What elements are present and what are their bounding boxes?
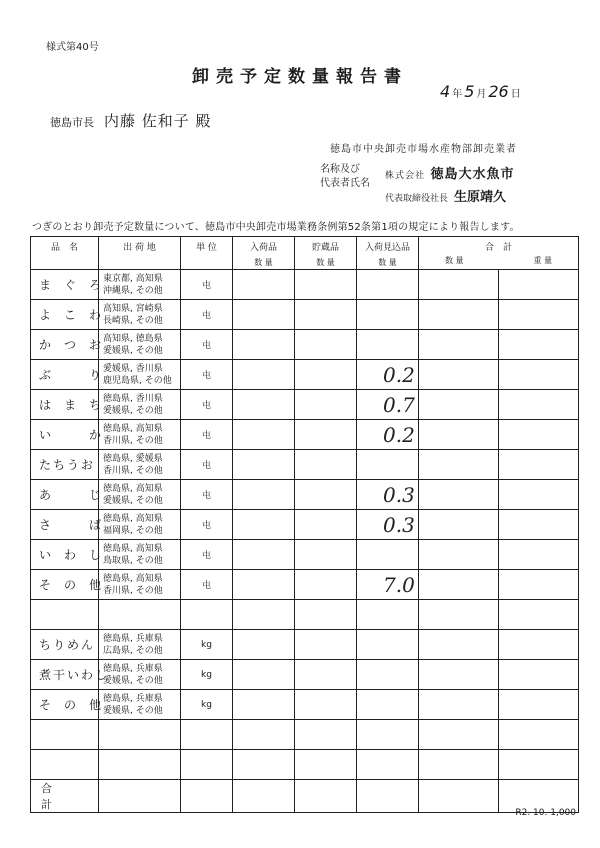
total-count-cell [419,420,499,450]
table-row [31,510,579,540]
rep-title: 代表取締役社長 [385,194,449,204]
sender-organization: 徳島市中央卸売市場水産物部卸売業者 [330,144,517,155]
item-name-cell [31,720,99,750]
item-name-cell: 煮干いわし [31,660,99,690]
item-name-cell: いわし [31,540,99,570]
expected-cell: 0.3 [357,480,419,510]
stored-cell [295,360,357,390]
company-name: 徳島大水魚市 [430,167,515,182]
unit-cell: 屯 [181,480,233,510]
incoming-cell [233,570,295,600]
stored-cell [295,540,357,570]
sender-representative [385,186,506,205]
origin-cell: 徳島県, 兵庫県 広島県, その他 [99,630,181,660]
table-row [31,270,579,300]
stored-cell [295,330,357,360]
item-name-cell: よこわ [31,300,99,330]
table-row [31,600,579,630]
stored-cell [295,750,357,780]
intro-text: つぎのとおり卸売予定数量について、徳島市中央卸売市場業務条例第52条第1項の規定により報告します。 [32,222,520,233]
unit-cell: kg [181,690,233,720]
date-day-unit: 日 [510,89,521,100]
sender-label-line1: 名称及び [320,164,360,175]
stored-cell [295,570,357,600]
unit-cell: 屯 [181,300,233,330]
table-row [31,750,579,780]
table-row [31,630,579,660]
unit-cell: 屯 [181,450,233,480]
incoming-cell [233,480,295,510]
origin-cell: 高知県, 徳島県 愛媛県, その他 [99,330,181,360]
recipient-title: 徳島市長 [50,116,94,129]
item-name-cell: はまち [31,390,99,420]
table-row [31,540,579,570]
total-count-cell [419,330,499,360]
date-year: 4 [440,82,451,101]
unit-cell: 屯 [181,510,233,540]
total-weight-cell [499,270,579,300]
expected-cell [357,330,419,360]
total-weight-cell [499,420,579,450]
total-count-cell [419,360,499,390]
expected-cell [357,600,419,630]
incoming-cell [233,270,295,300]
total-count-cell [419,570,499,600]
total-weight-cell [499,660,579,690]
item-name-cell: まぐろ [31,270,99,300]
origin-cell [99,720,181,750]
origin-cell [99,600,181,630]
stored-cell [295,480,357,510]
origin-cell: 徳島県, 兵庫県 愛媛県, その他 [99,660,181,690]
total-count-cell [419,630,499,660]
unit-cell: 屯 [181,360,233,390]
total-count-cell [419,660,499,690]
total-weight-cell [499,600,579,630]
total-count-cell [419,510,499,540]
item-name-cell: ぶ り [31,360,99,390]
date-year-unit: 年 [452,89,463,100]
unit-cell: 屯 [181,270,233,300]
incoming-cell [233,300,295,330]
expected-cell [357,690,419,720]
total-count-cell [419,600,499,630]
stored-cell [295,300,357,330]
stored-cell [295,420,357,450]
total-count-cell [419,450,499,480]
incoming-cell [233,660,295,690]
date-day: 26 [488,82,509,101]
table-row [31,690,579,720]
origin-cell: 高知県, 宮崎県 長崎県, その他 [99,300,181,330]
unit-cell [181,600,233,630]
unit-cell: kg [181,630,233,660]
incoming-cell [233,330,295,360]
report-table [30,236,578,811]
total-cell [419,780,499,813]
origin-cell: 徳島県, 兵庫県 愛媛県, その他 [99,690,181,720]
expected-cell: 0.3 [357,510,419,540]
expected-cell [357,450,419,480]
total-count-cell [419,690,499,720]
expected-cell [357,720,419,750]
recipient [50,110,212,131]
origin-cell: 徳島県, 愛媛県 香川県, その他 [99,450,181,480]
expected-cell [357,660,419,690]
expected-cell [357,630,419,660]
incoming-cell [233,390,295,420]
total-weight-cell [499,300,579,330]
header-origin: 出 荷 地 [99,237,181,270]
total-count-cell [419,540,499,570]
incoming-cell [233,420,295,450]
table-header-row [31,237,579,270]
header-expected: 入荷見込品 数 量 [357,237,419,270]
total-weight-cell [499,750,579,780]
item-name-cell: その他 [31,570,99,600]
unit-cell: 屯 [181,540,233,570]
origin-cell: 徳島県, 高知県 福岡県, その他 [99,510,181,540]
total-cell [357,780,419,813]
table-row [31,480,579,510]
total-count-cell [419,270,499,300]
report-date [440,82,523,101]
recipient-name: 内藤 佐和子 殿 [104,112,212,130]
item-name-cell: あ じ [31,480,99,510]
stored-cell [295,630,357,660]
incoming-cell [233,510,295,540]
expected-cell [357,540,419,570]
company-prefix: 株式会社 [385,171,426,181]
item-name-cell: ちりめん [31,630,99,660]
header-total-count: 数 量 [445,256,464,265]
total-weight-cell [499,630,579,660]
unit-cell: 屯 [181,420,233,450]
form-number: 様式第40号 [46,42,99,53]
expected-cell [357,270,419,300]
sender-label [320,163,370,191]
total-weight-cell [499,390,579,420]
total-count-cell [419,390,499,420]
stored-cell [295,660,357,690]
incoming-cell [233,630,295,660]
total-count-cell [419,720,499,750]
header-stored: 貯蔵品 数 量 [295,237,357,270]
total-weight-cell [499,510,579,540]
total-count-cell [419,750,499,780]
incoming-cell [233,720,295,750]
total-weight-cell [499,480,579,510]
item-name-cell: その他 [31,690,99,720]
expected-cell: 0.7 [357,390,419,420]
header-unit: 単 位 [181,237,233,270]
incoming-cell [233,690,295,720]
item-name-cell [31,750,99,780]
expected-cell [357,750,419,780]
unit-cell [181,750,233,780]
stored-cell [295,450,357,480]
total-weight-cell [499,330,579,360]
rep-name: 生原靖久 [454,190,507,205]
header-total-weight: 重 量 [533,256,552,265]
total-weight-cell [499,540,579,570]
header-incoming: 入荷品 数 量 [233,237,295,270]
total-cell [295,780,357,813]
origin-cell: 徳島県, 高知県 香川県, その他 [99,420,181,450]
table-row [31,300,579,330]
stored-cell [295,270,357,300]
table-row [31,720,579,750]
item-name-cell: たちうお [31,450,99,480]
stored-cell [295,720,357,750]
origin-cell: 徳島県, 高知県 香川県, その他 [99,570,181,600]
incoming-cell [233,540,295,570]
table-row [31,390,579,420]
date-month-unit: 月 [476,89,487,100]
expected-cell [357,300,419,330]
origin-cell: 徳島県, 香川県 愛媛県, その他 [99,390,181,420]
unit-cell: 屯 [181,570,233,600]
total-weight-cell [499,450,579,480]
total-weight-cell [499,690,579,720]
incoming-cell [233,360,295,390]
stored-cell [295,600,357,630]
unit-cell [181,720,233,750]
sender-company [385,163,515,182]
expected-cell: 0.2 [357,420,419,450]
incoming-cell [233,450,295,480]
total-count-cell [419,300,499,330]
header-item: 品 名 [31,237,99,270]
date-month: 5 [464,82,475,101]
unit-cell: 屯 [181,330,233,360]
table-row [31,420,579,450]
total-row [31,780,579,813]
stored-cell [295,510,357,540]
table-row [31,360,579,390]
expected-cell: 7.0 [357,570,419,600]
total-cell [233,780,295,813]
total-weight-cell [499,360,579,390]
table-row [31,660,579,690]
item-name-cell [31,600,99,630]
item-name-cell: かつお [31,330,99,360]
origin-cell [99,750,181,780]
incoming-cell [233,750,295,780]
stored-cell [295,690,357,720]
total-weight-cell [499,720,579,750]
header-total: 合 計 数 量 重 量 [419,237,579,270]
stored-cell [295,390,357,420]
origin-cell: 徳島県, 高知県 愛媛県, その他 [99,480,181,510]
expected-cell: 0.2 [357,360,419,390]
total-label: 合 計 [31,780,99,813]
incoming-cell [233,600,295,630]
unit-cell: kg [181,660,233,690]
footer-code: R2. 10. 1,000 [515,808,576,818]
origin-cell: 愛媛県, 香川県 鹿児島県, その他 [99,360,181,390]
sender-label-line2: 代表者氏名 [320,178,370,189]
item-name-cell: い か [31,420,99,450]
page-title: 卸売予定数量報告書 [192,67,408,87]
total-weight-cell [499,570,579,600]
table-row [31,450,579,480]
origin-cell: 徳島県, 高知県 鳥取県, その他 [99,540,181,570]
table-row [31,330,579,360]
unit-cell: 屯 [181,390,233,420]
total-count-cell [419,480,499,510]
table-row [31,570,579,600]
origin-cell: 東京都, 高知県 沖縄県, その他 [99,270,181,300]
total-cell [181,780,233,813]
item-name-cell: さ ば [31,510,99,540]
